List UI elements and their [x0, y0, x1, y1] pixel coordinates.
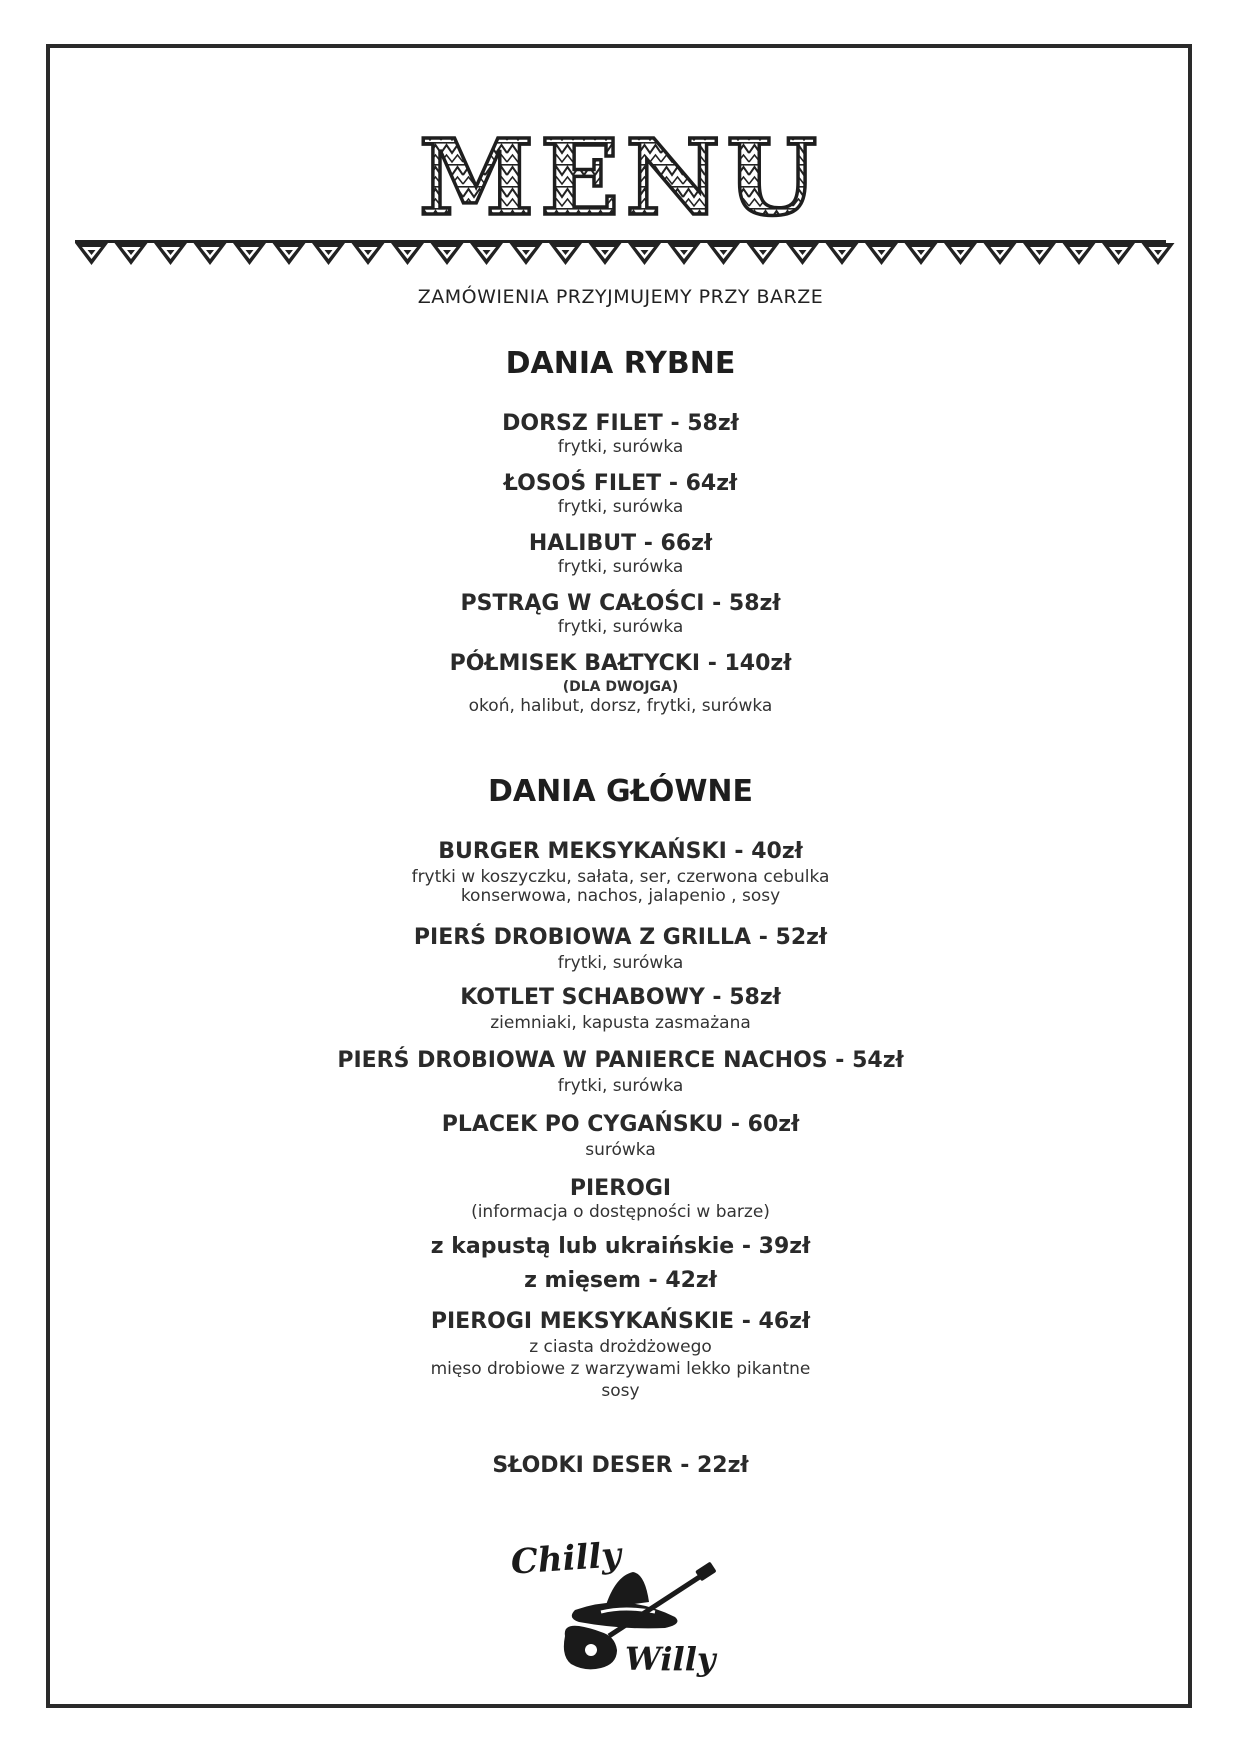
menu-item-desc: frytki, surówka	[557, 617, 684, 637]
pierogi-option: z kapustą lub ukraińskie - 39zł	[430, 1234, 811, 1259]
menu-item-desc: frytki, surówka	[557, 1076, 684, 1096]
logo-text-willy: Willy	[625, 1640, 716, 1678]
menu-item-name: KOTLET SCHABOWY - 58zł	[460, 985, 781, 1010]
menu-item-name: PÓŁMISEK BAŁTYCKI - 140zł	[449, 651, 792, 676]
order-notice: ZAMÓWIENIA PRZYJMUJEMY PRZY BARZE	[417, 286, 824, 308]
menu-item-name: HALIBUT - 66zł	[528, 531, 713, 556]
menu-title	[418, 116, 823, 239]
menu-item-name: ŁOSOŚ FILET - 64zł	[503, 471, 738, 496]
menu-item-desc: surówka	[585, 1140, 656, 1160]
section-title-fish: DANIA RYBNE	[505, 346, 736, 381]
menu-item-name: PIERŚ DROBIOWA W PANIERCE NACHOS - 54zł	[337, 1048, 904, 1073]
decorative-triangle-band	[75, 240, 1166, 266]
menu-item-name: PIERŚ DROBIOWA Z GRILLA - 52zł	[413, 925, 828, 950]
menu-item-desc: frytki, surówka	[557, 953, 684, 973]
menu-item-name: DORSZ FILET - 58zł	[502, 411, 739, 436]
section-title-mains: DANIA GŁÓWNE	[487, 774, 754, 809]
menu-item-desc: konserwowa, nachos, jalapenio , sosy	[460, 886, 781, 906]
menu-item-desc: (informacja o dostępności w barze)	[471, 1202, 770, 1222]
menu-item-desc: z ciasta drożdżowego	[529, 1337, 712, 1357]
menu-item-desc: mięso drobiowe z warzywami lekko pikantne	[430, 1359, 811, 1379]
menu-item-desc: frytki, surówka	[557, 437, 684, 457]
logo-text-chilly: Chilly	[509, 1535, 623, 1583]
menu-item-desc: frytki, surówka	[557, 557, 684, 577]
menu-title-wrap	[0, 116, 1241, 239]
menu-item-desc: okoń, halibut, dorsz, frytki, surówka	[468, 696, 773, 716]
menu-item-desc: frytki w koszyczku, sałata, ser, czerwona cebulka	[411, 867, 830, 887]
menu-item-name: BURGER MEKSYKAŃSKI - 40zł	[438, 839, 803, 864]
menu-item-name: PIEROGI	[569, 1176, 672, 1201]
chilly-willy-logo	[505, 1532, 745, 1682]
pierogi-option: z mięsem - 42zł	[524, 1268, 717, 1293]
menu-item-desc: frytki, surówka	[557, 497, 684, 517]
menu-title-text: MENU	[418, 116, 823, 239]
menu-item-name: PIEROGI MEKSYKAŃSKIE - 46zł	[430, 1309, 811, 1334]
menu-item-desc: ziemniaki, kapusta zasmażana	[490, 1013, 751, 1033]
menu-item-name: PLACEK PO CYGAŃSKU - 60zł	[441, 1112, 800, 1137]
menu-item-desc: sosy	[601, 1381, 640, 1401]
menu-item-note: (DLA DWOJGA)	[562, 679, 679, 695]
dessert-item: SŁODKI DESER - 22zł	[492, 1453, 749, 1478]
menu-item-name: PSTRĄG W CAŁOŚCI - 58zł	[460, 591, 781, 616]
